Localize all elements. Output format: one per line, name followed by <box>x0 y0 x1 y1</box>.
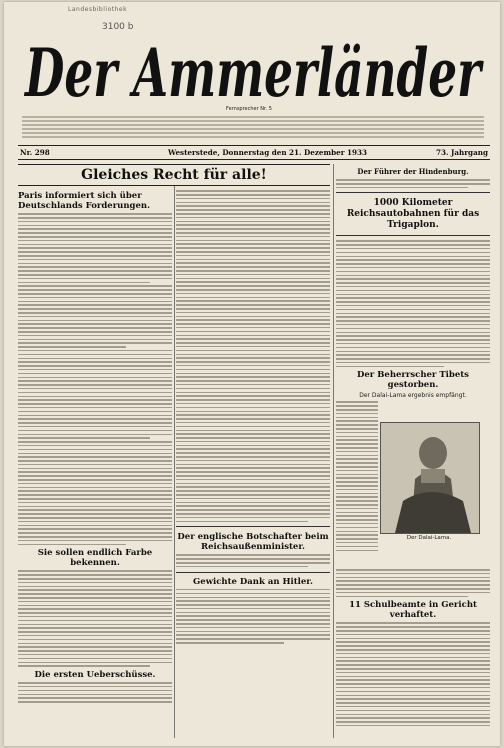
dalai-lama-photo <box>380 422 480 534</box>
article-body <box>336 240 490 367</box>
column-rule <box>174 186 175 738</box>
column-rule <box>333 164 334 738</box>
article-headline-paris: Paris informiert sich über Deutschlands Forderungen. <box>18 191 151 211</box>
article-headline-dank: Gewichte Dank an Hitler. <box>193 576 313 587</box>
article-body <box>18 570 172 666</box>
article-subhead-tibet: Der Dalai-Lama ergebnis empfängt. <box>359 392 467 400</box>
article-headline-reichsautobahnen: 1000 Kilometer Reichsautobahnen für das Trigaplon. <box>346 198 480 231</box>
article-body <box>176 554 330 567</box>
article-headline-farbe: Sie sollen endlich Farbe bekennen. <box>37 548 153 569</box>
article-body <box>336 401 378 551</box>
masthead-title: Der Ammerländer <box>23 38 484 110</box>
photo-caption: Der Dalai-Lama. <box>406 535 452 541</box>
column-1 <box>18 188 172 740</box>
handwritten-catalog-number: 3100 b <box>102 22 134 32</box>
edition-line: Fernsprecher Nr. 5 <box>226 106 272 112</box>
place-date: Westerstede, Donnerstag den 21. Dezember 1933 <box>168 148 368 157</box>
article-headline-fuehrer: Der Führer der Hindenburg. <box>357 167 469 176</box>
newspaper-page <box>4 2 500 746</box>
issue-number: Nr. 298 <box>20 148 50 157</box>
article-body <box>336 622 490 726</box>
article-body <box>176 190 330 522</box>
article-headline-verhaftet: 11 Schulbeamte in Gericht verhaftet. <box>349 600 477 621</box>
publisher-smallprint <box>22 114 484 142</box>
article-body <box>176 589 330 644</box>
dateline-bar <box>18 145 490 160</box>
article-headline-ueberschuesse: Die ersten Ueberschüsse. <box>34 669 156 680</box>
column-2 <box>176 188 330 740</box>
article-body <box>18 213 172 545</box>
library-stamp: Landesbibliothek <box>68 6 128 13</box>
banner-headline: Gleiches Recht für alle! <box>18 164 330 186</box>
article-body <box>18 682 172 702</box>
masthead <box>18 38 488 110</box>
volume-year: 73. Jahrgang <box>435 148 488 157</box>
portrait-image <box>381 423 479 533</box>
masthead-title-svg <box>18 38 488 110</box>
article-headline-litwinow: Der englische Botschafter beim Reichsaußenminister. <box>177 532 329 553</box>
article-body <box>336 569 490 597</box>
article-headline-tibet: Der Beherrscher Tibets gestorben. <box>357 370 469 391</box>
article-body <box>336 179 490 188</box>
